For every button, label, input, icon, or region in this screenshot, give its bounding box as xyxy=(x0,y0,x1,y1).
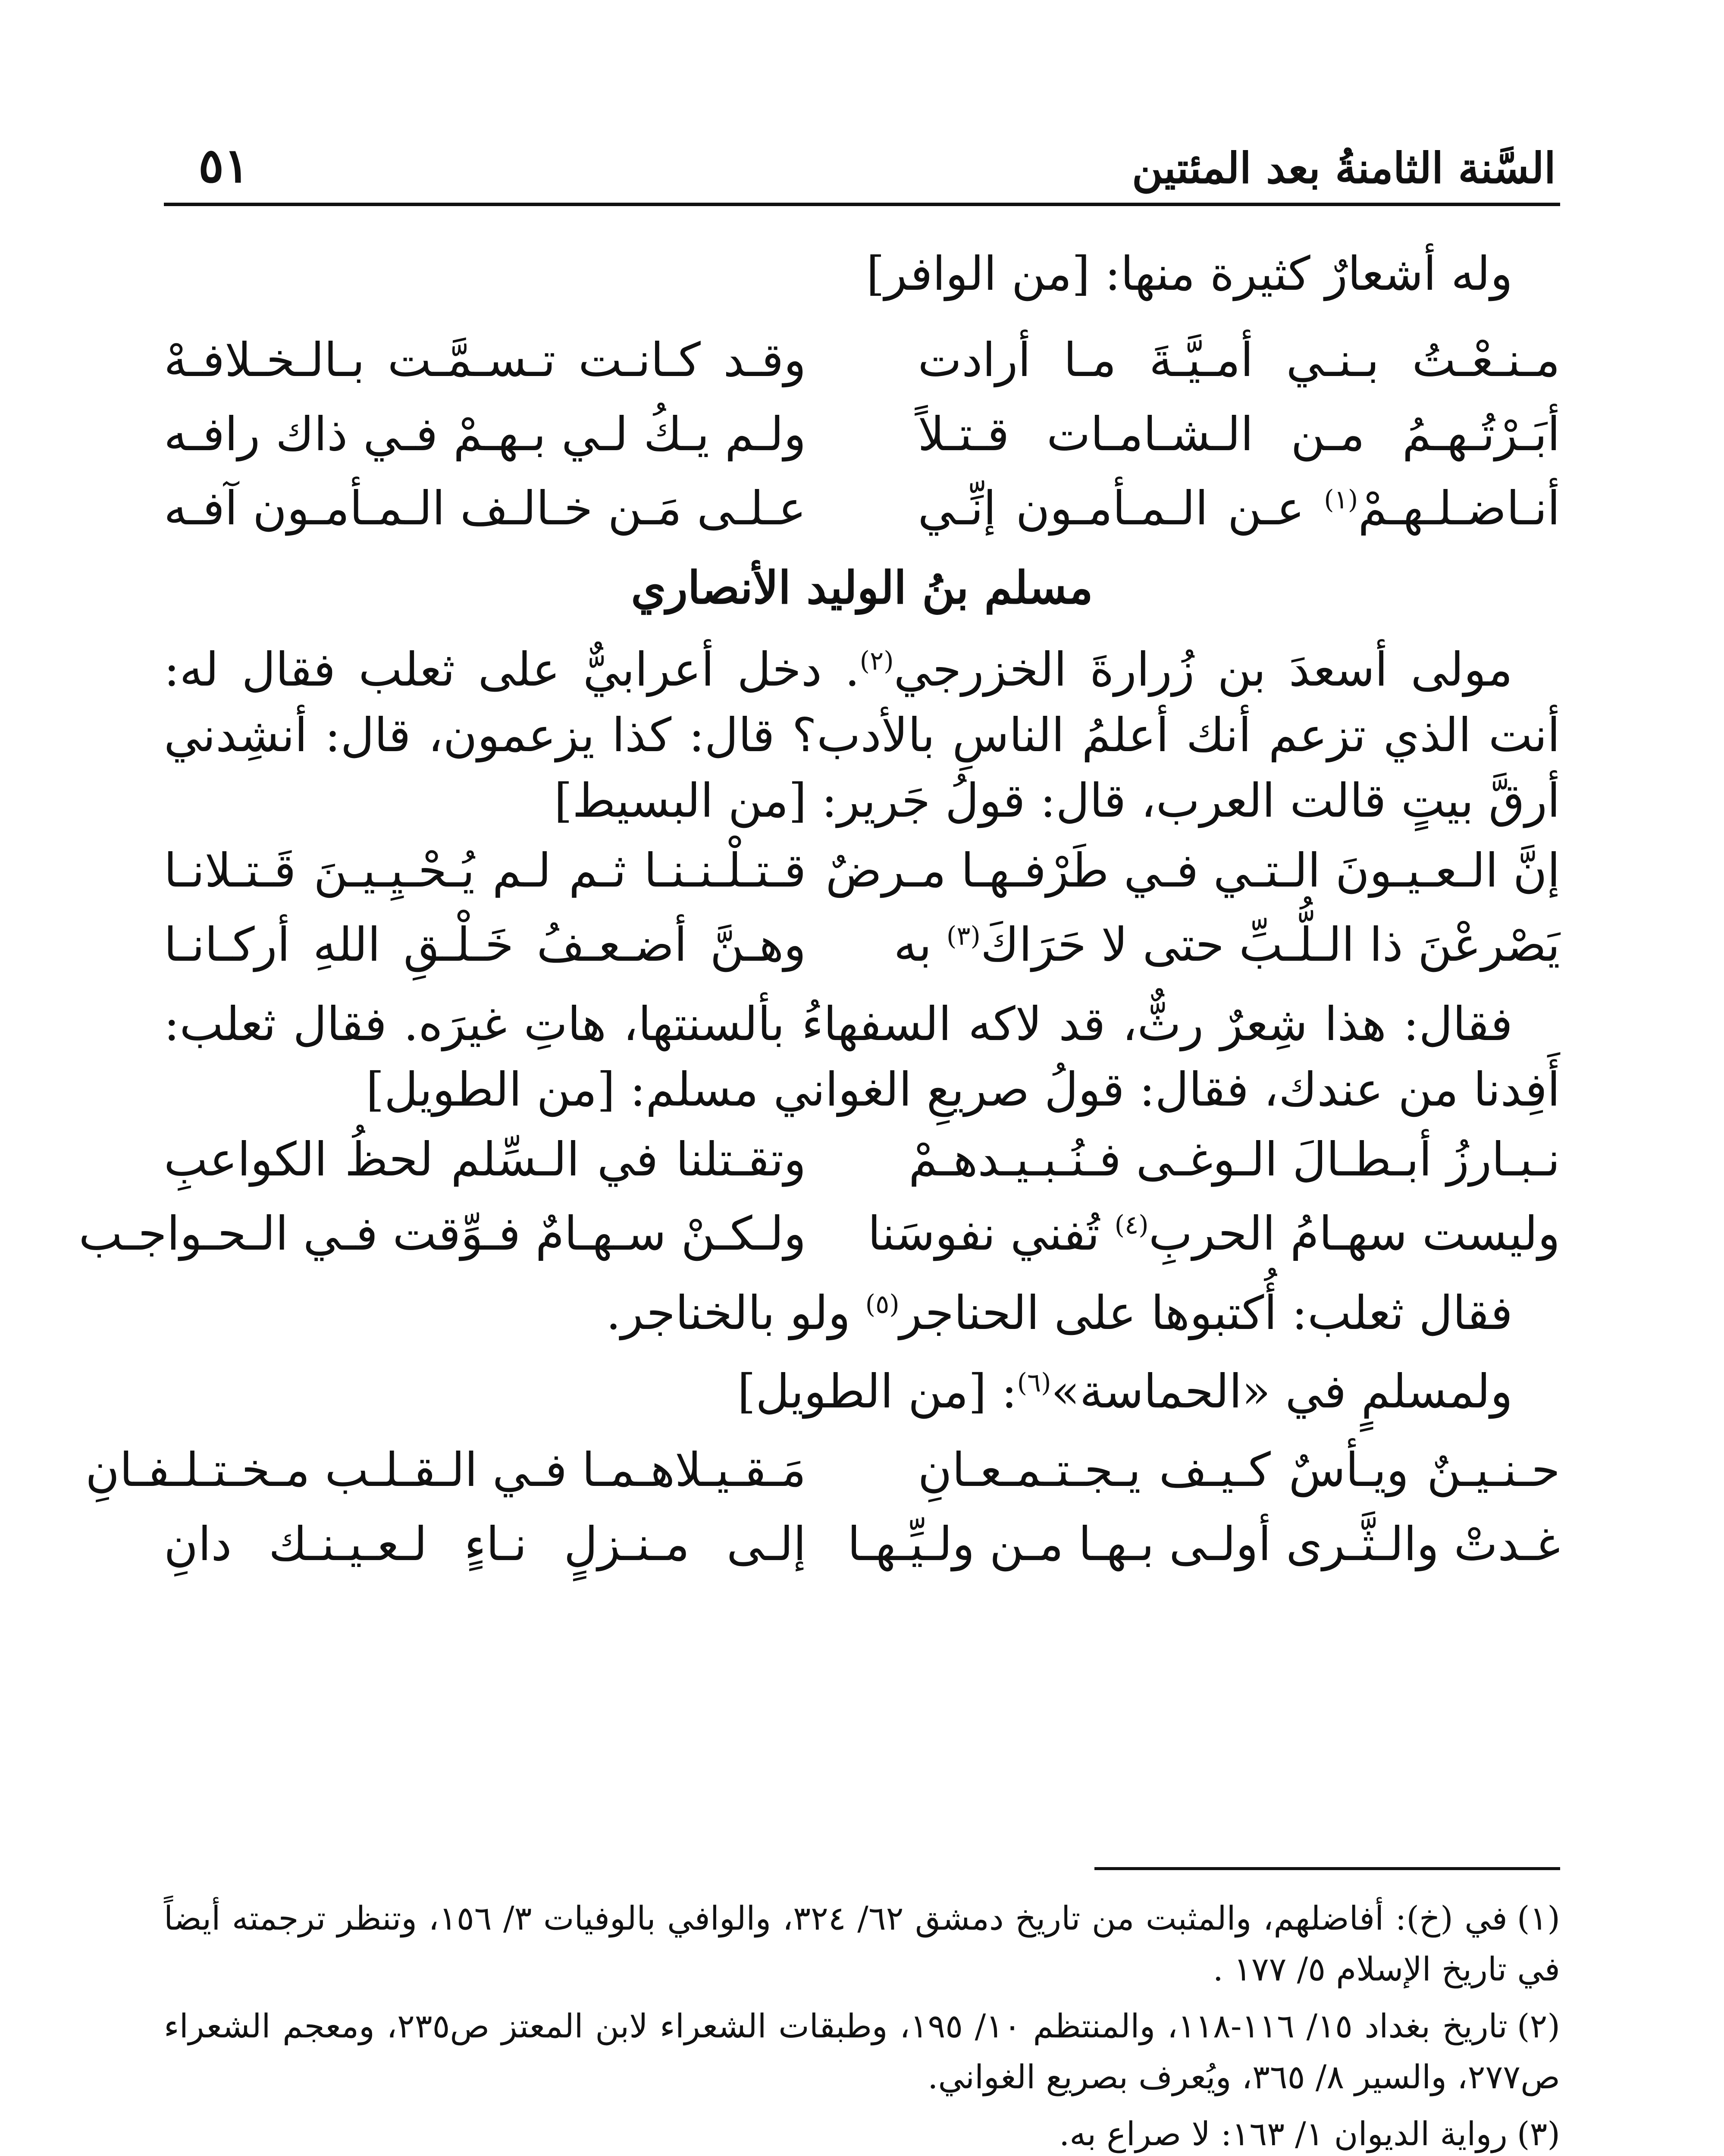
second-hemistich: وقـد كـانـت تـسـمَّـت بـالـخـلافـهْ xyxy=(164,333,806,388)
second-hemistich: إلـى مـنـزلٍ نـاءٍ لـعـيـنـك دانِ xyxy=(164,1517,806,1572)
first-hemistich: مـنـعْـتُ بـنـي أمـيَّـةَ مـا أرادت xyxy=(918,333,1560,388)
second-hemistich: قـتـلْـنـنـا ثـم لـم يُـحْـيِـيـنَ قَـتـلانـا xyxy=(164,844,806,898)
first-hemistich: نـبـارزُ أبـطـالَ الـوغـى فـنُـبـيـدهـمْ xyxy=(908,1133,1560,1187)
footnote-marker[interactable]: (٢) xyxy=(859,646,894,676)
paragraph-text: مولى أسعدَ بن زُرارةَ الخزرجي xyxy=(893,643,1513,697)
verse-line xyxy=(164,472,1560,546)
footnote-number: (٣) xyxy=(1517,2115,1560,2153)
first-hemistich: حـنـيـنٌ ويـأسٌ كـيـف يـجـتـمـعـانِ xyxy=(918,1443,1560,1498)
main-text xyxy=(78,241,1560,1591)
comment-paragraph xyxy=(164,1281,1560,1346)
footnote-item xyxy=(164,1893,1560,1995)
first-hemistich xyxy=(893,917,1560,973)
second-hemistich: مَـقـيـلاهـمـا فـي الـقـلـب مـخـتـلـفـانِ xyxy=(85,1443,806,1498)
second-hemistich: وهـنَّ أضـعـفُ خَـلْـقِ اللهِ أركـانـا xyxy=(164,918,806,972)
hemistich-text: به xyxy=(893,918,947,972)
footnote-marker[interactable]: (٥) xyxy=(865,1289,900,1319)
hemistich-text: يَصْرعْنَ ذا الـلُّـبِّ حتى لا حَرَاكَ xyxy=(980,918,1560,972)
verse-line xyxy=(164,323,1560,398)
first-hemistich xyxy=(918,481,1560,537)
footnote-number: (٢) xyxy=(1517,2007,1561,2045)
second-hemistich: وتقـتلنا في الـسِّلم لحظُ الكواعبِ xyxy=(164,1133,806,1187)
poem-tawil-1 xyxy=(78,1123,1560,1271)
first-hemistich: إنَّ الـعـيـونَ الـتـي فـي طَرْفـهـا مـرضٌ xyxy=(825,844,1560,898)
footnote-marker[interactable]: (٦) xyxy=(1017,1368,1051,1398)
page-number: ٥١ xyxy=(198,138,250,193)
footnote-item xyxy=(164,2109,1560,2156)
footnotes xyxy=(164,1893,1560,2156)
footnote-text: رواية الديوان ١/ ١٦٣: لا صراع به. xyxy=(1059,2115,1508,2153)
hemistich-text: تُفني نفوسَنا xyxy=(868,1207,1115,1261)
dialogue-paragraph: فقال: هذا شِعرٌ رثٌّ، قد لاكه السفهاءُ بألسنتها، هاتِ غيرَه. فقال ثعلب: أَفِدنا من عندك، فقال: قولُ صريعِ الغواني مسلم: [من الطويل] xyxy=(164,997,1560,1117)
footnote-text: تاريخ بغداد ١٥/ ١١٦-١١٨، والمنتظم ١٠/ ١٩٥، وطبقات الشعراء لابن المعتز ص٢٣٥، ومعجم الشعراء ص٢٧٧، والسير ٨/ ٣٦٥، ويُعرف بصريع الغواني. xyxy=(164,2007,1560,2096)
footnote-marker[interactable]: (١) xyxy=(1324,485,1358,515)
paragraph-text: . دخل أعرابيٌّ على ثعلب فقال له: أنت الذي تزعم أنك أعلمُ الناسِ بالأدب؟ قال: كذا يزعمون، قال: أنشِدني أرقَّ بيتٍ قالت العرب، قال: قولُ جَرير: [من البسيط] xyxy=(164,643,1560,828)
biography-paragraph xyxy=(164,637,1560,834)
running-head: السَّنة الثامنةُ بعد المئتين xyxy=(1132,144,1556,193)
verse-line xyxy=(164,908,1560,982)
footnote-separator xyxy=(1094,1867,1560,1870)
second-hemistich: عـلـى مَـن خـالـف الـمـأمـون آفـه xyxy=(164,482,806,536)
first-hemistich: أبَـرْتُـهـمُ مـن الـشـامـات قـتـلاً xyxy=(918,407,1560,462)
verse-line xyxy=(85,1433,1560,1507)
paragraph-text: ولمسلمٍ في «الحماسة» xyxy=(1051,1365,1513,1419)
footnote-marker[interactable]: (٣) xyxy=(946,921,981,952)
paragraph-text: : [من الطويل] xyxy=(737,1365,1017,1419)
paragraph-text: فقال ثعلب: أُكتبوها على الحناجر xyxy=(899,1286,1513,1340)
verse-line xyxy=(78,1197,1560,1271)
hemistich-text: وليست سهـامُ الحربِ xyxy=(1148,1207,1560,1261)
footnote-number: (١) xyxy=(1517,1899,1561,1937)
footnote-item xyxy=(164,2001,1560,2103)
hamasa-intro xyxy=(164,1359,1560,1425)
section-heading: مسلم بنُ الوليد الأنصاري xyxy=(631,561,1093,614)
hemistich-text: أنـاضـلـهـمْ xyxy=(1358,482,1560,536)
paragraph-text: ولو بالخناجر. xyxy=(606,1286,865,1340)
footnote-text: في (خ): أفاضلهم، والمثبت من تاريخ دمشق ٦٢/ ٣٢٤، والوافي بالوفيات ٣/ ١٥٦، وتنظر ترجمته أيضاً في تاريخ الإسلام ٥/ ١٧٧ . xyxy=(164,1899,1560,1988)
verse-line xyxy=(164,398,1560,472)
verse-line xyxy=(164,1123,1560,1197)
page-header xyxy=(164,129,1560,206)
verse-line xyxy=(164,1507,1560,1582)
poem-tawil-2 xyxy=(85,1433,1560,1582)
poem-wafir xyxy=(164,323,1560,546)
second-hemistich: ولـم يـكُ لـي بـهـمْ فـي ذاك رافـه xyxy=(164,407,806,462)
first-hemistich: غـدتْ والـثَّـرى أولـى بـهـا مـن ولـيِّـهـا xyxy=(847,1517,1560,1572)
footnote-marker[interactable]: (٤) xyxy=(1114,1210,1149,1241)
hemistich-text: عـن الـمـأمـون إنِّـي xyxy=(918,482,1324,536)
first-hemistich xyxy=(868,1206,1560,1262)
verse-line xyxy=(164,834,1560,908)
second-hemistich: ولـكـنْ سـهـامٌ فـوِّقت فـي الـحـواجـب xyxy=(78,1207,806,1261)
poem-basit xyxy=(164,834,1560,982)
poem-intro: وله أشعارٌ كثيرة منها: [من الوافر] xyxy=(866,247,1513,301)
